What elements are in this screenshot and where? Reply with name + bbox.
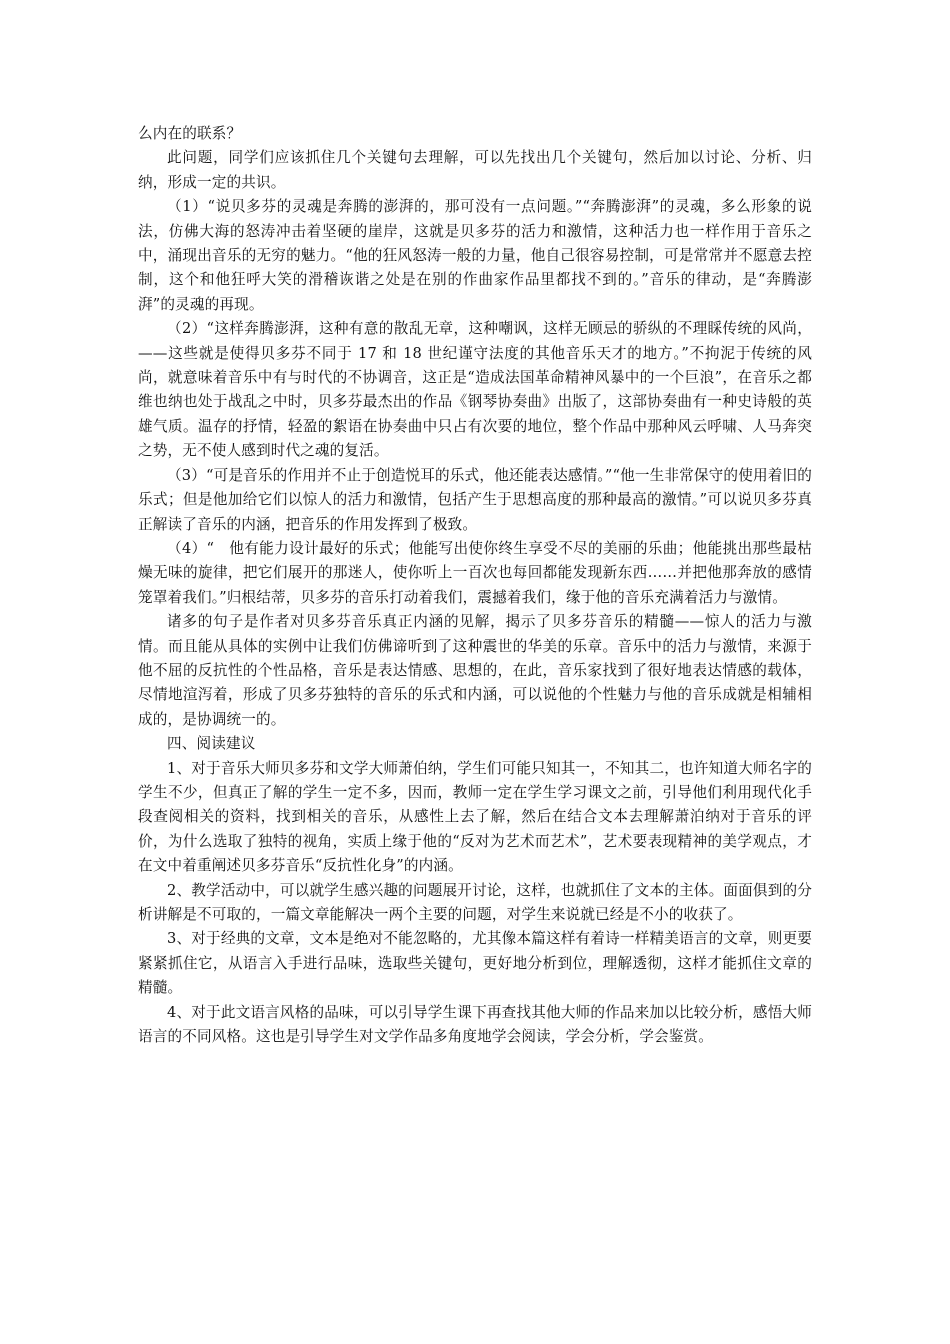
paragraph-point-1: （1）“说贝多芬的灵魂是奔腾的澎湃的，那可没有一点问题。”“奔腾澎湃”的灵魂，多么形象的说法，仿佛大海的怒涛冲击着坚硬的崖岸，这就是贝多芬的活力和激情，这种活力也一样作用于音乐之中，涌现出音乐的无穷的魅力。“他的狂风怒涛一般的力量，他自己很容易控制，可是常常并不愿意去控制，这个和他狂呼大笑的滑稽诙谐之处是在别的作曲家作品里都找不到的。”音乐的律动，是“奔腾澎湃”的灵魂的再现。 [138,198,812,313]
paragraph-advice-4: 4、对于此文语言风格的品味，可以引导学生课下再查找其他大师的作品来加以比较分析，感悟大师语言的不同风格。这也是引导学生对文学作品多角度地学会阅读，学会分析，学会鉴赏。 [138,1003,812,1046]
section-heading-reading-advice: 四、阅读建议 [167,735,256,753]
paragraph-point-4: （4）“ 他有能力设计最好的乐式；他能写出使你终生享受不尽的美丽的乐曲；他能挑出那些最枯燥无味的旋律，把它们展开的那迷人，使你听上一百次也每回都能发现新东西……并把他那奔放的感情笼罩着我们。”归根结蒂，贝多芬的音乐打动着我们，震撼着我们，缘于他的音乐充满着活力与激情。 [138,539,812,606]
paragraph-advice-1: 1、对于音乐大师贝多芬和文学大师萧伯纳，学生们可能只知其一，不知其二，也许知道大师名字的学生不少，但真正了解的学生一定不多，因而，教师一定在学生学习课文之前，引导他们利用现代化手段查阅相关的资料，找到相关的音乐，从感性上去了解，然后在结合文本去理解萧泊纳对于音乐的评价，为什么选取了独特的视角，实质上缘于他的“反对为艺术而艺术”，艺术要表现精神的美学观点，才在文中着重阐述贝多芬音乐“反抗性化身”的内涵。 [138,759,812,875]
paragraph-advice-3: 3、对于经典的文章，文本是绝对不能忽略的，尤其像本篇这样有着诗一样精美语言的文章，则更要紧紧抓住它，从语言入手进行品味，选取些关键句，更好地分析到位，理解透彻，这样才能抓住文章的精髓。 [138,930,812,997]
paragraph-point-2: （2）“这样奔腾澎湃，这种有意的散乱无章，这种嘲讽，这样无顾忌的骄纵的不理睬传统的风尚，——这些就是使得贝多芬不同于 17 和 18 世纪谨守法度的其他音乐天才的地方。”不拘泥于传统的风尚，就意味着音乐中有与时代的不协调音，这正是“造成法国革命精神风暴中的一个巨浪”，在音乐之都维也纳也处于战乱之中时，贝多芬最杰出的作品《钢琴协奏曲》出版了，这部协奏曲有一种史诗般的英雄气质。温存的抒情，轻盈的絮语在协奏曲中只占有次要的地位，整个作品中那种风云呼啸、人马奔突之势，无不使人感到时代之魂的复活。 [138,320,812,460]
paragraph-summary: 诸多的句子是作者对贝多芬音乐真正内涵的见解，揭示了贝多芬音乐的精髓——惊人的活力与激情。而且能从具体的实例中让我们仿佛谛听到了这种震世的华美的乐章。音乐中的活力与激情，来源于他不屈的反抗性的个性品格，音乐是表达情感、思想的，在此，音乐家找到了很好地表达情感的载体，尽情地渲泻着，形成了贝多芬独特的音乐的乐式和内涵，可以说他的个性魅力与他的音乐成就是相辅相成的，是协调统一的。 [138,613,812,728]
paragraph-intro: 此问题，同学们应该抓住几个关键句去理解，可以先找出几个关键句，然后加以讨论、分析、归纳，形成一定的共识。 [138,149,812,191]
paragraph-advice-2: 2、教学活动中，可以就学生感兴趣的问题展开讨论，这样，也就抓住了文本的主体。面面俱到的分析讲解是不可取的，一篇文章能解决一两个主要的问题，对学生来说就已经是不小的收获了。 [138,881,812,923]
paragraph-continuation: 么内在的联系？ [138,125,242,142]
paragraph-point-3: （3）“可是音乐的作用并不止于创造悦耳的乐式，他还能表达感情。”“他一生非常保守的使用着旧的乐式；但是他加给它们以惊人的活力和激情，包括产生于思想高度的那种最高的激情。”可以说贝多芬真正解读了音乐的内涵，把音乐的作用发挥到了极致。 [138,466,812,533]
document-page [138,122,812,1049]
